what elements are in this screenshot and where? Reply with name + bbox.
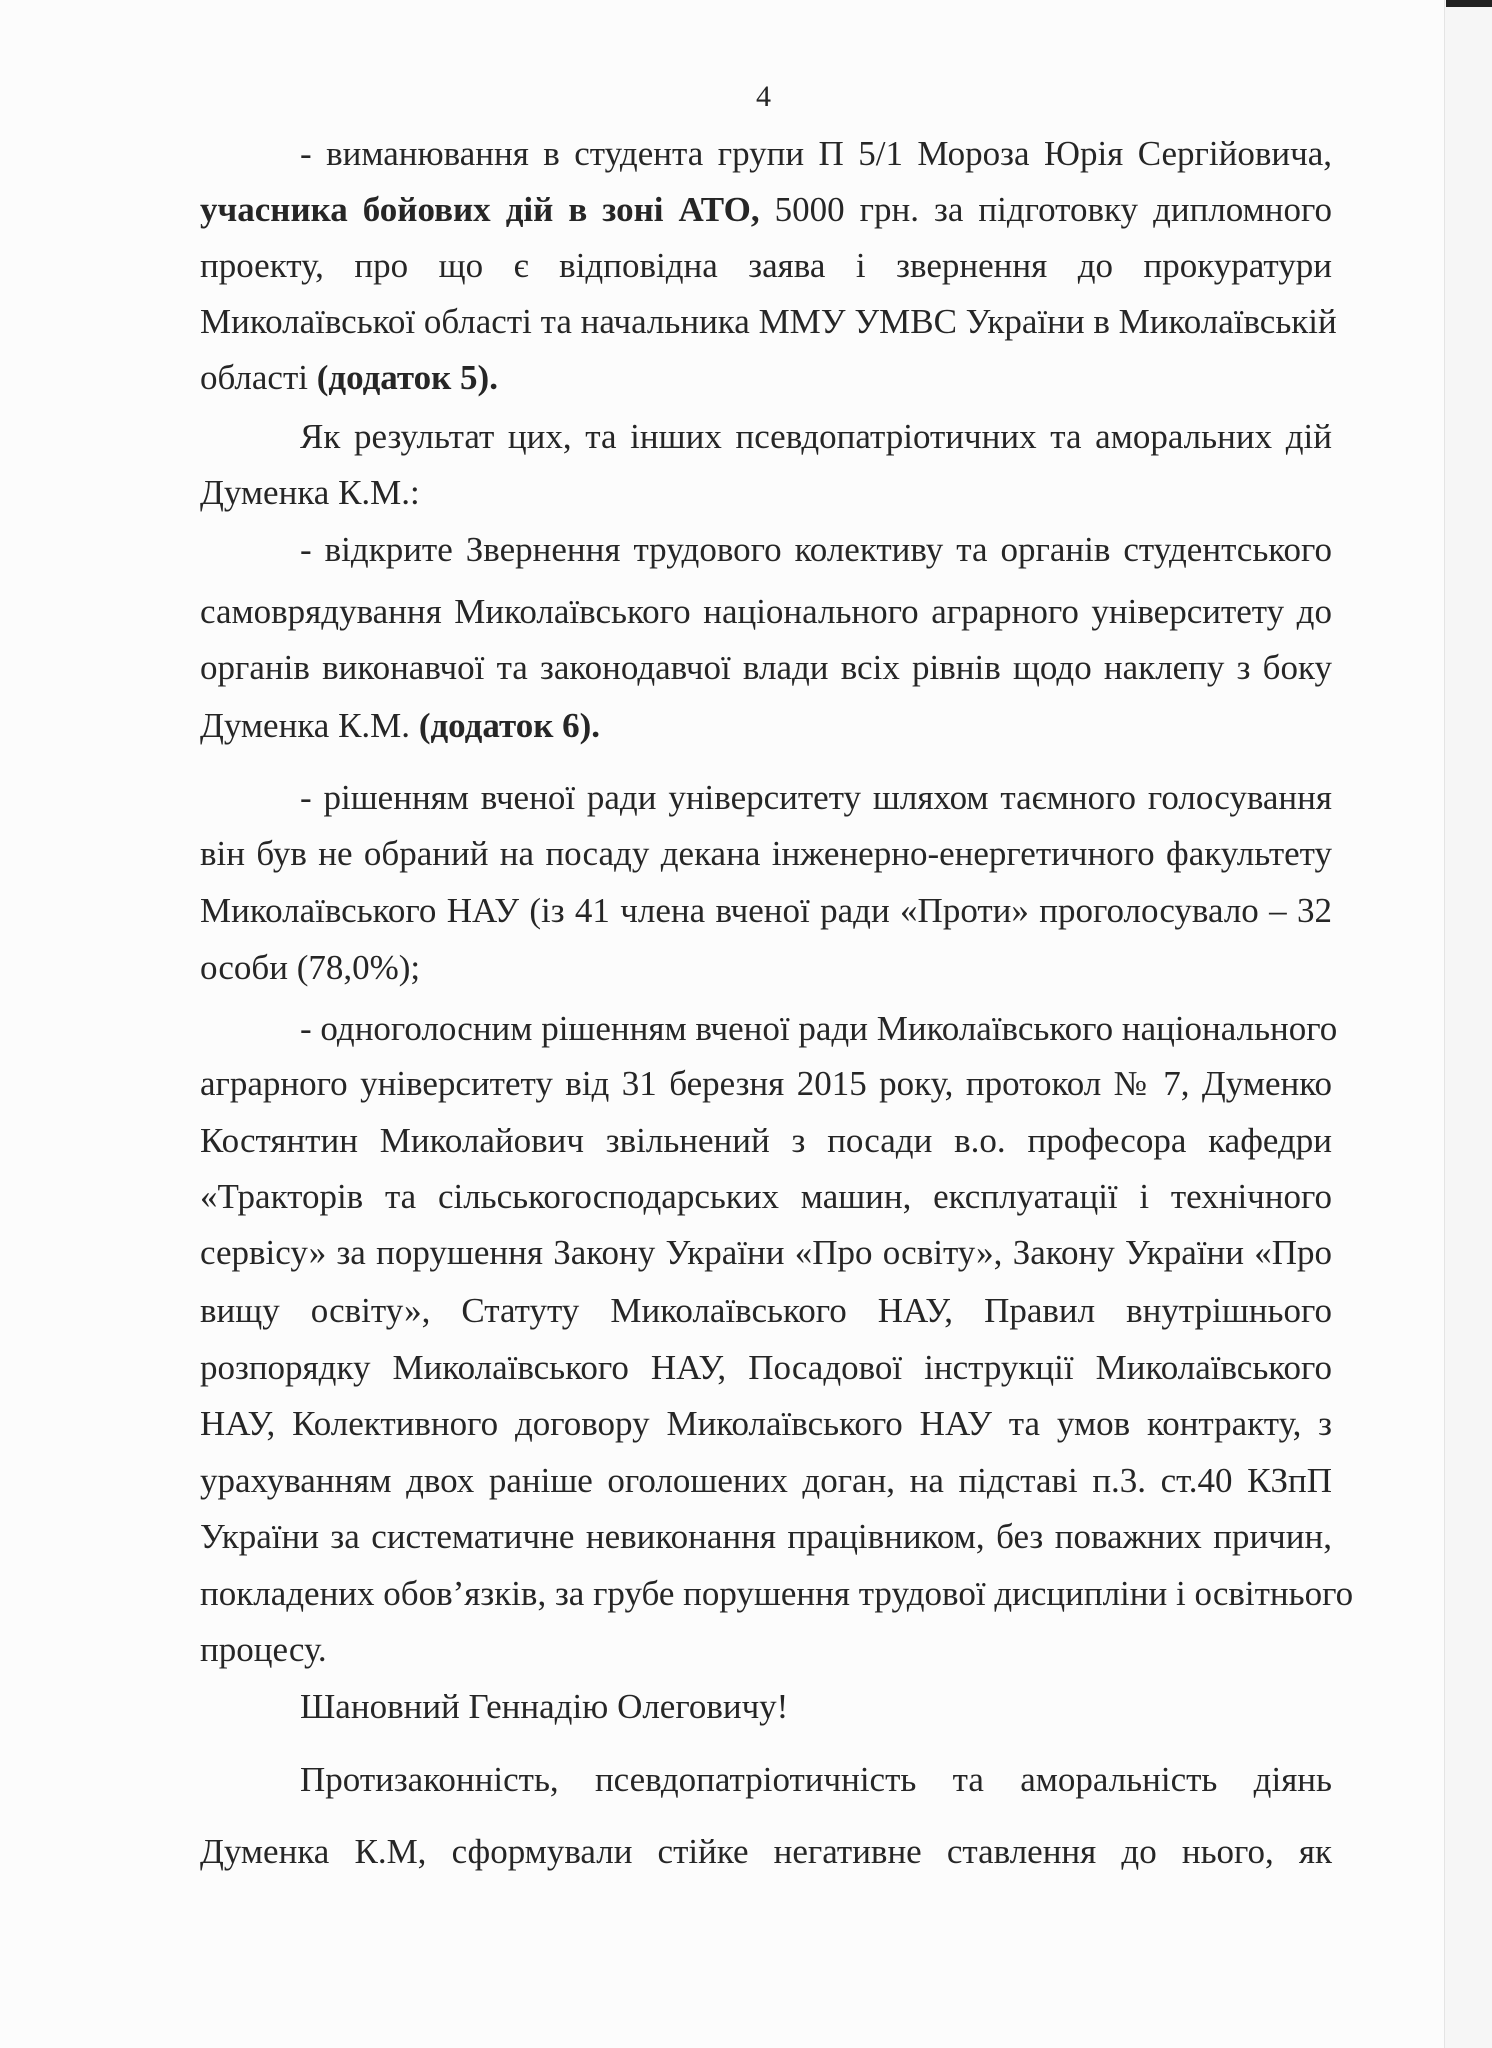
text-run: НАУ, Колективного договору Миколаївського НАУ та умов контракту, з [200, 1404, 1332, 1443]
text-line [200, 1832, 1332, 1872]
text-run: проекту, про що є відповідна заява і звернення до прокуратури [200, 246, 1332, 285]
text-line [200, 1233, 1332, 1273]
text-line [200, 706, 1332, 746]
text-line [200, 648, 1332, 688]
text-line [300, 778, 1332, 818]
page-edge [1444, 0, 1445, 2048]
text-line [300, 530, 1332, 570]
page-number: 4 [756, 80, 771, 113]
text-line [200, 592, 1332, 632]
text-run: «Тракторів та сільськогосподарських машин, експлуатації і технічного [200, 1177, 1332, 1216]
text-run: Костянтин Миколайович звільнений з посади в.о. професора кафедри [200, 1121, 1332, 1160]
text-run: урахуванням двох раніше оголошених доган, на підставі п.3. ст.40 КЗпП [200, 1461, 1332, 1500]
text-line [300, 1009, 1338, 1049]
scan-corner-mark [1446, 0, 1492, 7]
text-line [200, 1177, 1332, 1217]
text-line [200, 1121, 1332, 1161]
text-run: Миколаївської області та начальника ММУ УМВС України в Миколаївській [200, 302, 1337, 341]
text-line [200, 1064, 1332, 1104]
text-run: 5000 грн. за підготовку дипломного [759, 190, 1333, 229]
text-line [200, 1574, 1354, 1614]
text-line [200, 246, 1332, 286]
text-line [200, 948, 1332, 988]
text-line [300, 134, 1332, 174]
text-run: вищу освіту», Статуту Миколаївського НАУ, Правил внутрішнього [200, 1291, 1332, 1330]
text-run: аграрного університету від 31 березня 2015 року, протокол № 7, Думенко [200, 1064, 1332, 1103]
text-run: Як результат цих, та інших псевдопатріотичних та аморальних дій [300, 417, 1332, 456]
text-line [200, 1291, 1332, 1331]
text-run: - виманювання в студента групи П 5/1 Мороза Юрія Сергійовича, [300, 134, 1332, 173]
text-line [200, 1461, 1332, 1501]
text-run: особи (78,0%); [200, 948, 421, 987]
text-run: Шановний Геннадію Олеговичу! [300, 1687, 789, 1726]
text-run: Думенка К.М, сформували стійке негативне ставлення до нього, як [200, 1832, 1332, 1871]
bold-text-run: (додаток 6). [418, 706, 601, 745]
text-run: він був не обраний на посаду декана інженерно-енергетичного факультету [200, 834, 1332, 873]
text-line [200, 891, 1332, 931]
text-line [300, 417, 1332, 457]
text-run: сервісу» за порушення Закону України «Про освіту», Закону України «Про [200, 1233, 1332, 1272]
text-run: розпорядку Миколаївського НАУ, Посадової інструкції Миколаївського [200, 1348, 1332, 1387]
text-run: Миколаївського НАУ (із 41 члена вченої ради «Проти» проголосувало – 32 [200, 891, 1332, 930]
text-run: - рішенням вченої ради університету шляхом таємного голосування [300, 778, 1332, 817]
scan-outer-margin [1445, 0, 1492, 2048]
text-run: Протизаконність, псевдопатріотичність та аморальність діянь [300, 1760, 1332, 1799]
text-line [200, 834, 1332, 874]
text-line [200, 358, 1332, 398]
text-run: органів виконавчої та законодавчої влади всіх рівнів щодо наклепу з боку [200, 648, 1332, 687]
text-run: області [200, 358, 317, 397]
text-line [300, 1760, 1332, 1800]
text-line [300, 1687, 1332, 1727]
bold-text-run: учасника бойових дій в зоні АТО, [200, 190, 760, 229]
text-run: України за систематичне невиконання працівником, без поважних причин, [200, 1517, 1332, 1556]
bold-text-run: (додаток 5). [316, 358, 498, 397]
text-run: Думенка К.М.: [200, 473, 420, 512]
text-run: самоврядування Миколаївського національного аграрного університету до [200, 592, 1332, 631]
text-run: процесу. [200, 1630, 327, 1669]
text-run: Думенка К.М. [200, 706, 419, 745]
text-line [200, 473, 1332, 513]
text-run: - відкрите Звернення трудового колективу та органів студентського [300, 530, 1332, 569]
text-line [200, 302, 1337, 342]
text-run: покладених обов’язків, за грубе порушення трудової дисципліни і освітнього [200, 1574, 1354, 1613]
text-line [200, 1630, 1332, 1670]
text-line [200, 190, 1332, 230]
text-run: - одноголосним рішенням вченої ради Миколаївського національного [300, 1009, 1338, 1048]
text-line [200, 1517, 1332, 1557]
text-line [200, 1404, 1332, 1444]
text-line [200, 1348, 1332, 1388]
